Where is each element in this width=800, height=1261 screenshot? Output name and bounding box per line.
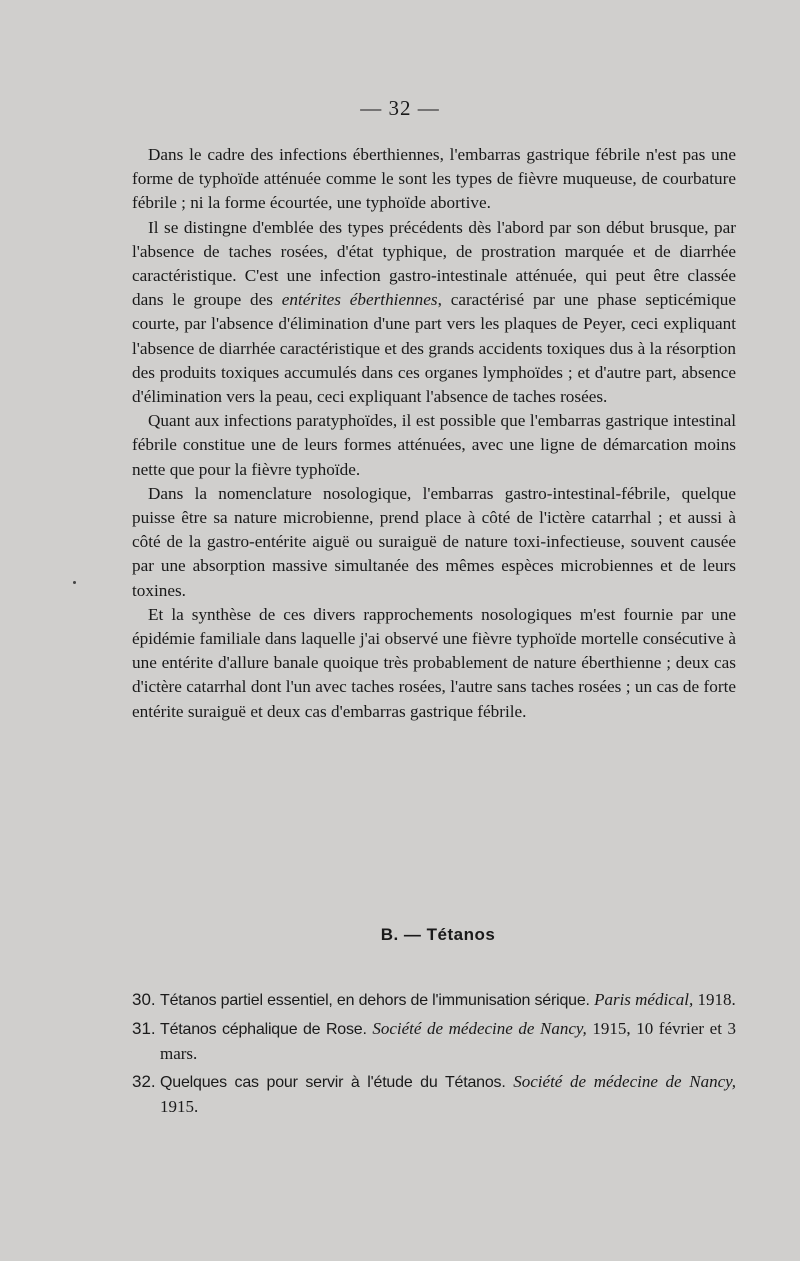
page-number: — 32 — [360,96,440,120]
reference-item [132,988,736,1013]
reference-number: 31. [132,1019,156,1038]
paragraph-1: Dans le cadre des infections éberthiennes, l'embarras gastrique fébrile n'est pas une forme de typhoïde atténuée comme le sont les types de fièvre muqueuse, de courbature fébrile ; ni la forme écourtée, une typhoïde abortive. [132,145,736,213]
reference-source: Société de médecine de Nancy, [372,1019,587,1038]
paragraph-5: Et la synthèse de ces divers rapprochements nosologiques m'est fournie par une épidémie familiale dans laquelle j'ai observé une fièvre typhoïde mortelle consécutive à une entérite d'allure banale quoique très probablement de nature éberthienne ; deux cas d'ictère catarrhal dont l'un avec taches rosées, l'autre sans taches rosées ; un cas de forte entérite suraiguë et deux cas d'embarras gastrique fébrile. [132,604,736,721]
reference-list [132,988,736,1123]
reference-item [132,1017,736,1066]
reference-source: Paris médical, [594,990,694,1009]
scan-speck [73,581,76,584]
paragraph-2 [132,216,736,410]
paragraph-3: Quant aux infections paratyphoïdes, il est possible que l'embarras gastrique intestinal fébrile constitue une de leurs formes atténuées, avec une ligne de démarcation moins nette que pour la fièvre typhoïde. [132,411,736,479]
paragraph-2-end: , caractérisé par une phase septicémique courte, par l'absence d'élimination d'une part vers les plaques de Peyer, ceci expliquant l'absence de diarrhée caractéristique et des grands accidents toxiques dus à la résorption des produits toxiques accumulés dans ces organes lymphoïdes ; et d'autre part, absence d'élimination vers la peau, ceci expliquant l'absence de taches rosées. [132,290,736,407]
italic-term: entérites éberthiennes [281,290,438,310]
reference-source: Société de médecine de Nancy, [513,1072,736,1091]
paragraph-4: Dans la nomenclature nosologique, l'embarras gastro-intestinal-fébrile, quelque puisse être sa nature microbienne, prend place à côté de l'ictère catarrhal ; et aussi à côté de la gastro-entérite aiguë ou suraiguë de nature toxi-infectieuse, souvent causée par une absorption massive simultanée des mêmes espèces microbiennes et de leurs toxines. [132,483,736,600]
reference-details: 1915. [160,1097,199,1116]
reference-item [132,1070,736,1119]
reference-title: Tétanos partiel essentiel, en dehors de l'immunisation sérique. [160,992,590,1009]
reference-title: Quelques cas pour servir à l'étude du Tétanos. [160,1074,506,1091]
section-heading: B. — Tétanos [380,925,496,944]
reference-number: 30. [132,990,156,1009]
reference-details: 1915, 10 février et 3 mars. [160,1019,737,1063]
reference-number: 32. [132,1072,156,1091]
reference-title: Tétanos céphalique de Rose. [160,1021,367,1038]
body-text [132,143,736,724]
paragraph-2-start: Il se distingne d'emblée des types précédents dès l'abord par son début brusque, par l'absence de taches rosées, d'état typhique, de prostration marquée et de diarrhée caractéristique. C'est une infection gastro-intestinale atténuée, qui peut être classée dans le groupe des [132,217,736,310]
reference-details: 1918. [697,990,736,1009]
